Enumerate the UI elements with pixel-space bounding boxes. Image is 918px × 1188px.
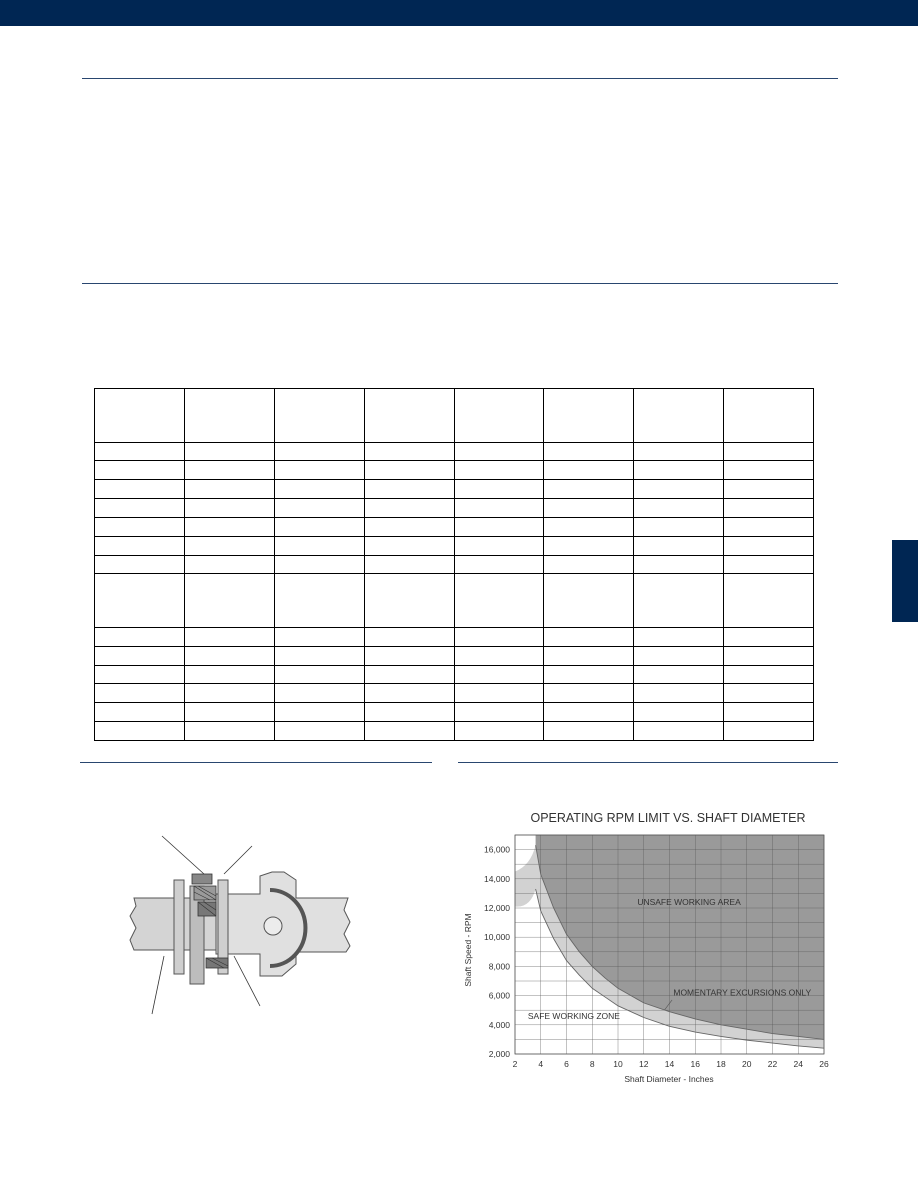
table-cell: [724, 556, 814, 574]
table-cell: [184, 518, 274, 537]
table-cell: [95, 556, 185, 574]
table-row: [95, 703, 814, 722]
x-tick-label: 16: [690, 1059, 700, 1069]
y-tick-label: 2,000: [488, 1049, 510, 1059]
section-rule-4: [458, 762, 838, 763]
x-tick-label: 24: [793, 1059, 803, 1069]
table-cell: [454, 499, 544, 518]
rpm-chart: [458, 800, 838, 1100]
table-cell: [274, 556, 364, 574]
table-cell: [724, 389, 814, 443]
table-cell: [724, 518, 814, 537]
table-cell: [724, 537, 814, 556]
table-cell: [634, 443, 724, 461]
y-tick-label: 16,000: [484, 844, 510, 855]
table-cell: [364, 389, 454, 443]
table-cell: [724, 666, 814, 684]
table-cell: [364, 499, 454, 518]
table-cell: [724, 722, 814, 741]
table-cell: [544, 647, 634, 666]
table-cell: [274, 574, 364, 628]
table-row: [95, 556, 814, 574]
y-tick-label: 4,000: [488, 1019, 510, 1030]
x-tick-label: 12: [639, 1059, 649, 1069]
coupling-diagram: [120, 828, 360, 1016]
table-cell: [634, 628, 724, 647]
x-tick-label: 22: [767, 1059, 778, 1069]
table-cell: [95, 574, 185, 628]
table-cell: [544, 574, 634, 628]
table-cell: [724, 461, 814, 480]
table-cell: [724, 480, 814, 499]
table-cell: [454, 666, 544, 684]
table-cell: [544, 666, 634, 684]
table-cell: [184, 703, 274, 722]
table-cell: [95, 647, 185, 666]
table-cell: [724, 443, 814, 461]
table-cell: [634, 480, 724, 499]
x-tick-label: 4: [538, 1059, 544, 1069]
plot-layer: [515, 835, 824, 1054]
y-tick-label: 8,000: [488, 961, 510, 972]
table-row: [95, 461, 814, 480]
x-tick-label: 20: [742, 1059, 752, 1069]
momentary-area-label: MOMENTARY EXCURSIONS ONLY: [673, 987, 812, 998]
table-cell: [274, 443, 364, 461]
table-cell: [634, 389, 724, 443]
table-cell: [364, 461, 454, 480]
unsafe-area-label: UNSAFE WORKING AREA: [637, 897, 741, 908]
table-cell: [184, 574, 274, 628]
table-row: [95, 647, 814, 666]
table-cell: [544, 684, 634, 703]
table-row: [95, 666, 814, 684]
y-tick-label: 12,000: [484, 903, 510, 913]
table-cell: [184, 443, 274, 461]
table-cell: [274, 537, 364, 556]
table-cell: [454, 389, 544, 443]
x-tick-label: 18: [716, 1059, 726, 1069]
x-tick-label: 8: [589, 1059, 595, 1069]
table-cell: [95, 703, 185, 722]
table-cell: [184, 647, 274, 666]
table-cell: [95, 480, 185, 499]
table-row: [95, 684, 814, 703]
section-rule-3: [80, 762, 432, 763]
table-cell: [364, 722, 454, 741]
table-cell: [544, 537, 634, 556]
table-cell: [184, 389, 274, 443]
table-cell: [454, 647, 544, 666]
table-cell: [184, 499, 274, 518]
table-cell: [634, 537, 724, 556]
table-row: [95, 480, 814, 499]
table-cell: [274, 480, 364, 499]
table-cell: [274, 518, 364, 537]
table-cell: [274, 389, 364, 443]
table-cell: [364, 666, 454, 684]
table-cell: [634, 556, 724, 574]
table-cell: [544, 703, 634, 722]
table-cell: [95, 443, 185, 461]
table-cell: [634, 722, 724, 741]
chart-title: OPERATING RPM LIMIT VS. SHAFT DIAMETER: [530, 811, 806, 825]
table-cell: [454, 574, 544, 628]
table-cell: [184, 684, 274, 703]
table-cell: [634, 461, 724, 480]
table-cell: [274, 647, 364, 666]
table-cell: [364, 647, 454, 666]
section-rule-2: [82, 283, 838, 284]
table-cell: [454, 537, 544, 556]
table-cell: [454, 722, 544, 741]
table-cell: [544, 389, 634, 443]
table-cell: [95, 666, 185, 684]
table-row: [95, 443, 814, 461]
table-cell: [274, 703, 364, 722]
table-cell: [95, 499, 185, 518]
table-cell: [184, 461, 274, 480]
y-tick-label: 14,000: [484, 873, 510, 884]
table-cell: [724, 703, 814, 722]
x-tick-label: 6: [564, 1059, 569, 1069]
table-cell: [274, 666, 364, 684]
table-row: [95, 518, 814, 537]
table-cell: [364, 684, 454, 703]
table-row: [95, 389, 814, 443]
specification-table: [94, 388, 814, 741]
table-cell: [274, 499, 364, 518]
table-cell: [274, 684, 364, 703]
chart-x-axis-label: Shaft Diameter - Inches: [624, 1074, 714, 1084]
table-cell: [364, 574, 454, 628]
table-cell: [724, 574, 814, 628]
table-cell: [454, 703, 544, 722]
table-cell: [364, 703, 454, 722]
header-bar: [0, 0, 918, 26]
table-cell: [364, 556, 454, 574]
table-cell: [724, 499, 814, 518]
y-tick-label: 10,000: [484, 932, 510, 943]
table-cell: [634, 684, 724, 703]
table-cell: [95, 461, 185, 480]
table-cell: [724, 628, 814, 647]
table-cell: [184, 722, 274, 741]
safe-zone-label: SAFE WORKING ZONE: [527, 1010, 620, 1021]
table-cell: [95, 537, 185, 556]
table-cell: [544, 499, 634, 518]
table-cell: [634, 666, 724, 684]
table-cell: [364, 443, 454, 461]
table-cell: [95, 722, 185, 741]
table-cell: [274, 722, 364, 741]
table-cell: [544, 443, 634, 461]
x-tick-label: 10: [613, 1059, 623, 1069]
table-cell: [364, 537, 454, 556]
table-cell: [454, 518, 544, 537]
chart-y-axis-label: Shaft Speed - RPM: [463, 913, 473, 987]
table-cell: [634, 499, 724, 518]
table-cell: [364, 480, 454, 499]
table-cell: [544, 722, 634, 741]
y-tick-label: 6,000: [488, 990, 510, 1001]
x-tick-label: 2: [512, 1059, 518, 1069]
section-tab[interactable]: [892, 540, 918, 622]
table-cell: [454, 684, 544, 703]
table-cell: [454, 628, 544, 647]
table-cell: [544, 461, 634, 480]
coupling-cross-section-icon: [120, 828, 360, 1016]
table-cell: [95, 518, 185, 537]
x-tick-label: 14: [664, 1059, 675, 1069]
table-cell: [544, 480, 634, 499]
table-row: [95, 628, 814, 647]
table-row: [95, 574, 814, 628]
table-cell: [95, 684, 185, 703]
table-row: [95, 722, 814, 741]
table-cell: [634, 703, 724, 722]
section-rule-1: [82, 78, 838, 79]
table-cell: [454, 461, 544, 480]
table-cell: [724, 684, 814, 703]
table-cell: [634, 518, 724, 537]
table-cell: [184, 537, 274, 556]
table-cell: [454, 556, 544, 574]
table-cell: [184, 628, 274, 647]
x-tick-label: 26: [819, 1059, 829, 1069]
table-row: [95, 537, 814, 556]
table-row: [95, 499, 814, 518]
table-cell: [724, 647, 814, 666]
table-cell: [184, 666, 274, 684]
table-cell: [544, 556, 634, 574]
rpm-chart-svg: [458, 800, 838, 1100]
table-cell: [364, 628, 454, 647]
table-cell: [95, 628, 185, 647]
table-cell: [634, 574, 724, 628]
table-cell: [544, 518, 634, 537]
table-cell: [454, 443, 544, 461]
table-cell: [364, 518, 454, 537]
table-cell: [274, 628, 364, 647]
table-cell: [454, 480, 544, 499]
table-cell: [184, 480, 274, 499]
table-cell: [184, 556, 274, 574]
table-cell: [544, 628, 634, 647]
table-cell: [274, 461, 364, 480]
table-cell: [95, 389, 185, 443]
table-cell: [634, 647, 724, 666]
